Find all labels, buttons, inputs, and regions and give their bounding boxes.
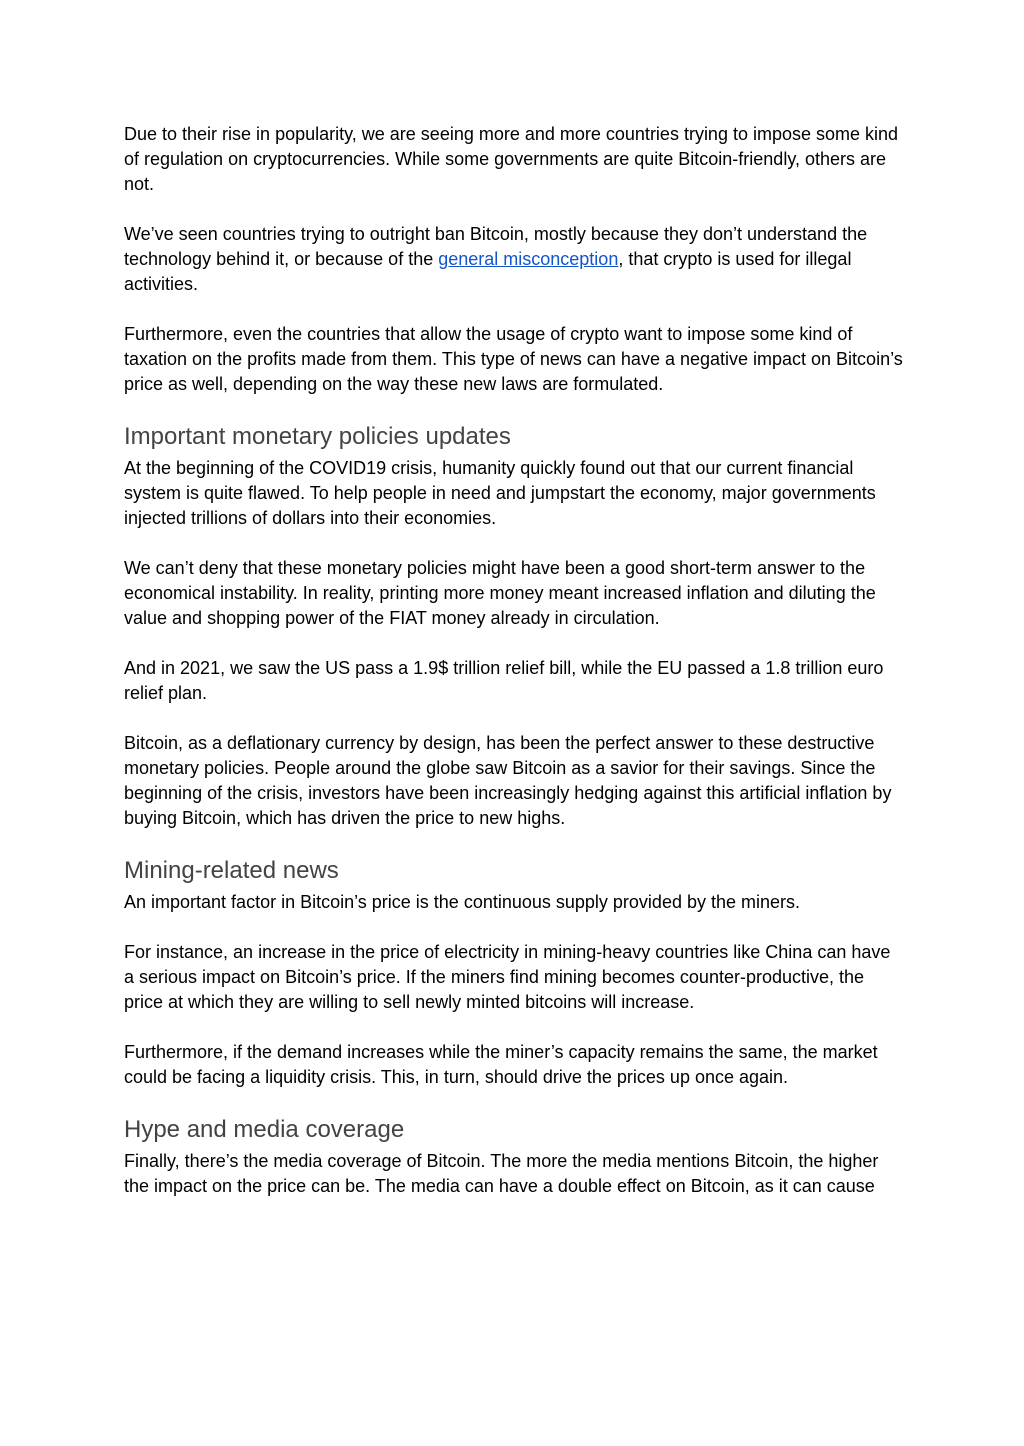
heading-media-coverage: Hype and media coverage xyxy=(124,1116,405,1143)
paragraph-regulation-intro: Due to their rise in popularity, we are seeing more and more countries trying to impose some kind of regulation on cryptocurrencies. While some governments are quite Bitcoin-friendly, others are not. xyxy=(124,124,899,194)
general-misconception-link[interactable]: general misconception xyxy=(438,249,619,269)
paragraph-relief-bills: And in 2021, we saw the US pass a 1.9$ trillion relief bill, while the EU passed a 1.8 trillion euro relief plan. xyxy=(124,658,884,703)
heading-monetary-policies: Important monetary policies updates xyxy=(124,423,511,450)
paragraph-deflationary: Bitcoin, as a deflationary currency by design, has been the perfect answer to these destructive monetary policies. People around the globe saw Bitcoin as a savior for their savings. Since the beginning of the crisis, investors have been increasingly hedging against this artificial inflation by buying Bitcoin, which has driven the price to new highs. xyxy=(124,733,892,828)
paragraph-monetary-policies: We can’t deny that these monetary policies might have been a good short-term answer to the economical instability. In reality, printing more money meant increased inflation and diluting the value and shopping power of the FIAT money already in circulation. xyxy=(124,558,876,628)
paragraph-ban xyxy=(124,222,904,297)
document-page xyxy=(124,122,904,1224)
paragraph-miner-supply: An important factor in Bitcoin’s price is the continuous supply provided by the miners. xyxy=(124,892,801,912)
paragraph-taxation: Furthermore, even the countries that allow the usage of crypto want to impose some kind of taxation on the profits made from them. This type of news can have a negative impact on Bitcoin’s price as well, depending on the way these new laws are formulated. xyxy=(124,324,903,394)
paragraph-media: Finally, there’s the media coverage of Bitcoin. The more the media mentions Bitcoin, the higher the impact on the price can be. The media can have a double effect on Bitcoin, as it can cause xyxy=(124,1151,879,1196)
paragraph-electricity: For instance, an increase in the price of electricity in mining-heavy countries like China can have a serious impact on Bitcoin’s price. If the miners find mining becomes counter-productive, the price at which they are willing to sell newly minted bitcoins will increase. xyxy=(124,942,891,1012)
paragraph-ban-text-end: , that crypto is used for illegal activities. xyxy=(124,249,852,294)
paragraph-covid-crisis: At the beginning of the COVID19 crisis, humanity quickly found out that our current financial system is quite flawed. To help people in need and jumpstart the economy, major governments injected trillions of dollars into their economies. xyxy=(124,458,876,528)
paragraph-liquidity: Furthermore, if the demand increases while the miner’s capacity remains the same, the market could be facing a liquidity crisis. This, in turn, should drive the prices up once again. xyxy=(124,1042,878,1087)
heading-mining-news: Mining-related news xyxy=(124,857,339,884)
paragraph-ban-text-start: We’ve seen countries trying to outright ban Bitcoin, mostly because they don’t understand the technology behind it, or because of the xyxy=(124,224,868,269)
